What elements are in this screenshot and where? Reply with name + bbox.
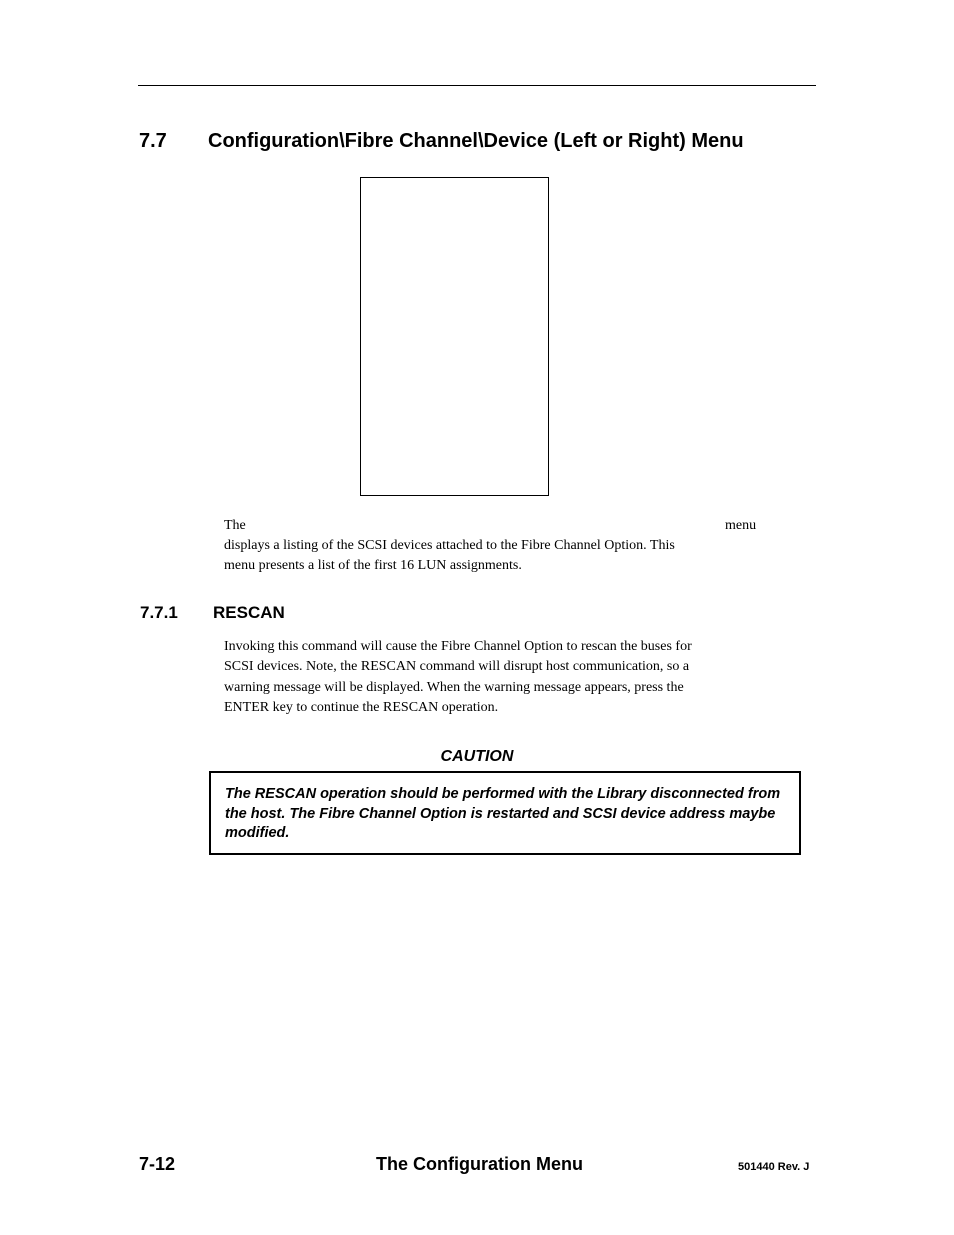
section-number: 7.7: [139, 130, 167, 152]
subsection-title: RESCAN: [213, 603, 285, 622]
subsection-number: 7.7.1: [140, 603, 178, 622]
menu-screen-figure: [360, 177, 549, 496]
caution-text: The RESCAN operation should be performed with the Library disconnected from the host. The Fibre Channel Option is restarted and SCSI device address maybe modified.: [225, 786, 781, 841]
footer-page-number: 7-12: [139, 1154, 176, 1174]
rescan-line-2: SCSI devices. Note, the RESCAN command will disrupt host communication, so a: [224, 659, 690, 674]
caution-label: CAUTION: [440, 748, 514, 765]
intro-word-menu: menu: [725, 518, 757, 533]
footer-chapter-title: The Configuration Menu: [376, 1154, 583, 1174]
rescan-line-1: Invoking this command will cause the Fibre Channel Option to rescan the buses for: [224, 639, 692, 654]
rescan-line-4: ENTER key to continue the RESCAN operation.: [224, 700, 499, 715]
rescan-line-3: warning message will be displayed. When the warning message appears, press the: [224, 680, 684, 695]
footer-doc-rev: 501440 Rev. J: [738, 1161, 810, 1173]
intro-line-2: displays a listing of the SCSI devices attached to the Fibre Channel Option. This: [224, 538, 675, 553]
section-title: Configuration\Fibre Channel\Device (Left or Right) Menu: [208, 130, 744, 152]
intro-line-3: menu presents a list of the first 16 LUN assignments.: [224, 558, 522, 573]
caution-box: [209, 771, 801, 855]
header-rule: [138, 85, 816, 86]
intro-word-the: The: [224, 518, 246, 533]
